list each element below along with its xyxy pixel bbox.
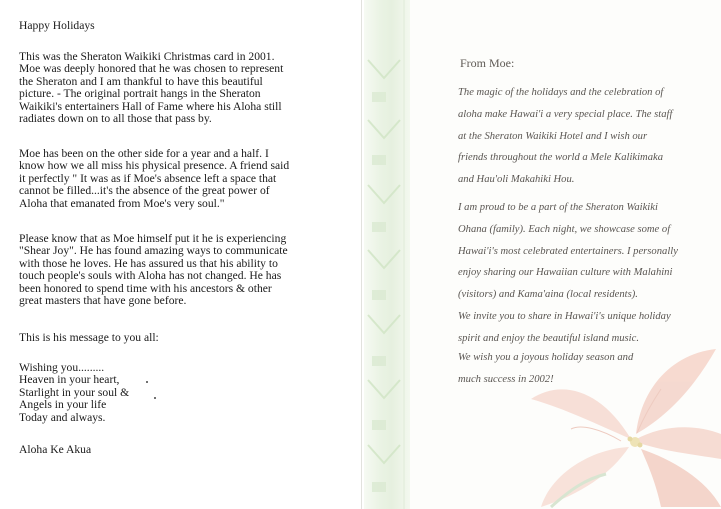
wish-line: Today and always. <box>19 410 106 424</box>
letter-line: the Sheraton and I am thankful to have this beautiful <box>19 74 263 88</box>
letter-line: Aloha that emanated from Moe's very soul." <box>19 196 225 210</box>
letter-line: Moe has been on the other side for a year and a half. I <box>19 147 269 160</box>
card-line: aloha make Hawai'i a very special place. The staff <box>458 108 673 120</box>
letter-line: picture. - The original portrait hangs in the Sheraton <box>19 87 261 101</box>
card-line: (visitors) and Kama'aina (local residents). <box>458 289 638 301</box>
card-paragraph-2 <box>458 197 698 350</box>
card-from-heading: From Moe: <box>460 56 515 70</box>
letter-paragraph-2 <box>19 148 349 210</box>
letter-line: great masters that have gone before. <box>19 294 187 308</box>
letter-line: it perfectly " It was as if Moe's absence left a space that <box>19 171 277 185</box>
letter-signoff: Aloha Ke Akua <box>19 443 92 456</box>
card-line: The magic of the holidays and the celebration of <box>458 87 664 98</box>
letter-line: radiates down on to all those that pass by. <box>19 112 212 126</box>
letter-line: cannot be filled...it's the absence of the great power of <box>19 184 270 198</box>
letter-line: touch people's souls with Aloha has not changed. He has <box>19 269 282 283</box>
scan-speck <box>154 397 156 399</box>
letter-title: Happy Holidays <box>19 19 95 32</box>
scan-speck <box>146 381 148 383</box>
letter-line: Please know that as Moe himself put it he is experiencing <box>19 232 287 245</box>
border-pattern-svg <box>364 0 410 509</box>
card-panel <box>410 0 721 509</box>
card-line: I am proud to be a part of the Sheraton Waikiki <box>458 202 658 213</box>
card-line: We wish you a joyous holiday season and <box>458 352 634 363</box>
letter-message-intro: This is his message to you all: <box>19 331 159 344</box>
card-paragraph-1 <box>458 82 698 191</box>
card-line: friends throughout the world a Mele Kalikimaka <box>458 152 663 164</box>
card-line: much success in 2002! <box>458 373 554 385</box>
letter-line: been honored to spend time with his ancestors & other <box>19 281 272 295</box>
letter-line: This was the Sheraton Waikiki Christmas card in 2001. <box>19 50 275 63</box>
card-line: Ohana (family). Each night, we showcase some of <box>458 223 671 235</box>
wish-line: Starlight in your soul & <box>19 385 130 399</box>
card-line: enjoy sharing our Hawaiian culture with Malahini <box>458 267 673 279</box>
letter-wishes <box>19 362 349 424</box>
card-paragraph-3 <box>458 347 698 391</box>
letter-paragraph-1 <box>19 51 349 125</box>
letter-line: know how we all miss his physical presence. A friend said <box>19 159 290 173</box>
card-line: spirit and enjoy the beautiful island music. <box>458 332 639 344</box>
green-border-pattern-icon <box>364 0 410 509</box>
card-fold-line <box>361 0 362 509</box>
letter-line: Moe was deeply honored that he was chosen to represent <box>19 62 284 76</box>
card-line: Hawai'i's most celebrated entertainers. I personally <box>458 245 678 257</box>
card-line: and Hau'oli Makahiki Hou. <box>458 174 575 186</box>
card-line: at the Sheraton Waikiki Hotel and I wish our <box>458 130 648 142</box>
letter-line: with those he loves. He has assured us that his ability to <box>19 256 278 270</box>
wish-line: Angels in your life <box>19 398 107 412</box>
card-line: We invite you to share in Hawai'i's unique holiday <box>458 310 671 322</box>
wish-line: Wishing you......... <box>19 361 105 374</box>
letter-line: Waikiki's entertainers Hall of Fame where his Aloha still <box>19 99 282 113</box>
wish-line: Heaven in your heart, <box>19 373 120 387</box>
letter-line: "Shear Joy". He has found amazing ways to communicate <box>19 244 288 258</box>
letter-paragraph-3 <box>19 233 349 307</box>
